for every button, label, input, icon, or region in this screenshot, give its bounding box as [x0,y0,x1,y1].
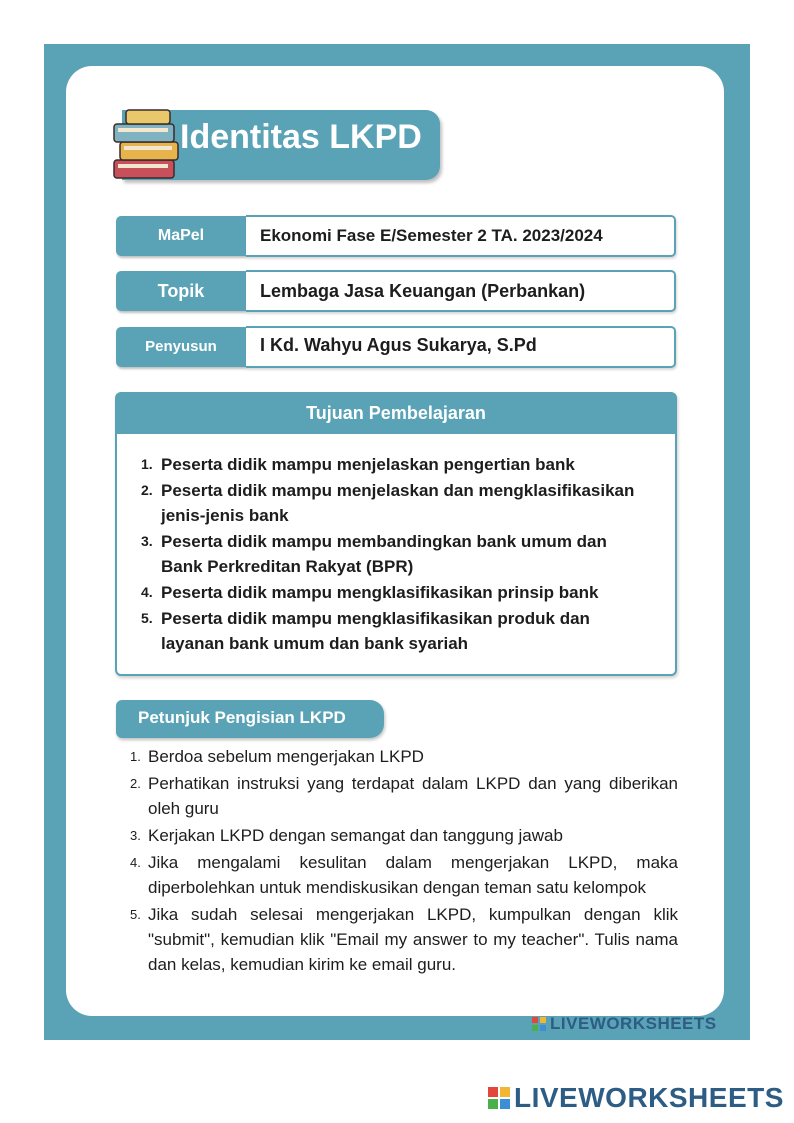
page-title: Identitas LKPD [180,118,422,156]
list-item: 5. Peserta didik mampu mengklasifikasikan produk dan layanan bank umum dan bank syariah [141,609,590,653]
penyusun-value: I Kd. Wahyu Agus Sukarya, S.Pd [246,326,676,368]
list-item: 5. Jika sudah selesai mengerjakan LKPD, kumpulkan dengan klik "submit", kemudian klik "Email my answer to my teacher". Tulis nama dan kelas, kemudian kirim ke email guru. [130,905,678,974]
list-item: 1. Peserta didik mampu menjelaskan pengertian bank [141,455,575,474]
list-item: 2. Peserta didik mampu menjelaskan dan mengklasifikasikan jenis-jenis bank [141,481,635,525]
learning-goals-list [141,452,651,657]
instructions-heading: Petunjuk Pengisian LKPD [116,700,384,738]
instructions-list [130,744,678,979]
penyusun-label: Penyusun [116,327,246,367]
list-item: 3. Peserta didik mampu membandingkan bank umum dan Bank Perkreditan Rakyat (BPR) [141,532,607,576]
books-icon [112,108,190,184]
brand-text: LIVEWORKSHEETS [550,1014,717,1033]
logo-grid-icon [532,1017,546,1031]
topik-value: Lembaga Jasa Keuangan (Perbankan) [246,270,676,312]
topik-label: Topik [116,271,246,311]
list-item: 2. Perhatikan instruksi yang terdapat dalam LKPD dan yang diberikan oleh guru [130,774,678,818]
list-item: 4. Jika mengalami kesulitan dalam mengerjakan LKPD, maka diperbolehkan untuk mendiskusikan dengan teman satu kelompok [130,853,678,897]
list-item: 3. Kerjakan LKPD dengan semangat dan tanggung jawab [130,826,563,845]
logo-grid-icon [488,1087,510,1109]
liveworksheets-logo-small [532,1014,717,1034]
mapel-value: Ekonomi Fase E/Semester 2 TA. 2023/2024 [246,215,676,257]
learning-goals-box [115,392,677,676]
learning-goals-heading: Tujuan Pembelajaran [117,394,675,434]
mapel-label: MaPel [116,216,246,256]
list-item: 4. Peserta didik mampu mengklasifikasikan prinsip bank [141,583,599,602]
liveworksheets-logo-large [488,1082,784,1114]
brand-text: LIVEWORKSHEETS [514,1082,784,1113]
list-item: 1. Berdoa sebelum mengerjakan LKPD [130,747,424,766]
